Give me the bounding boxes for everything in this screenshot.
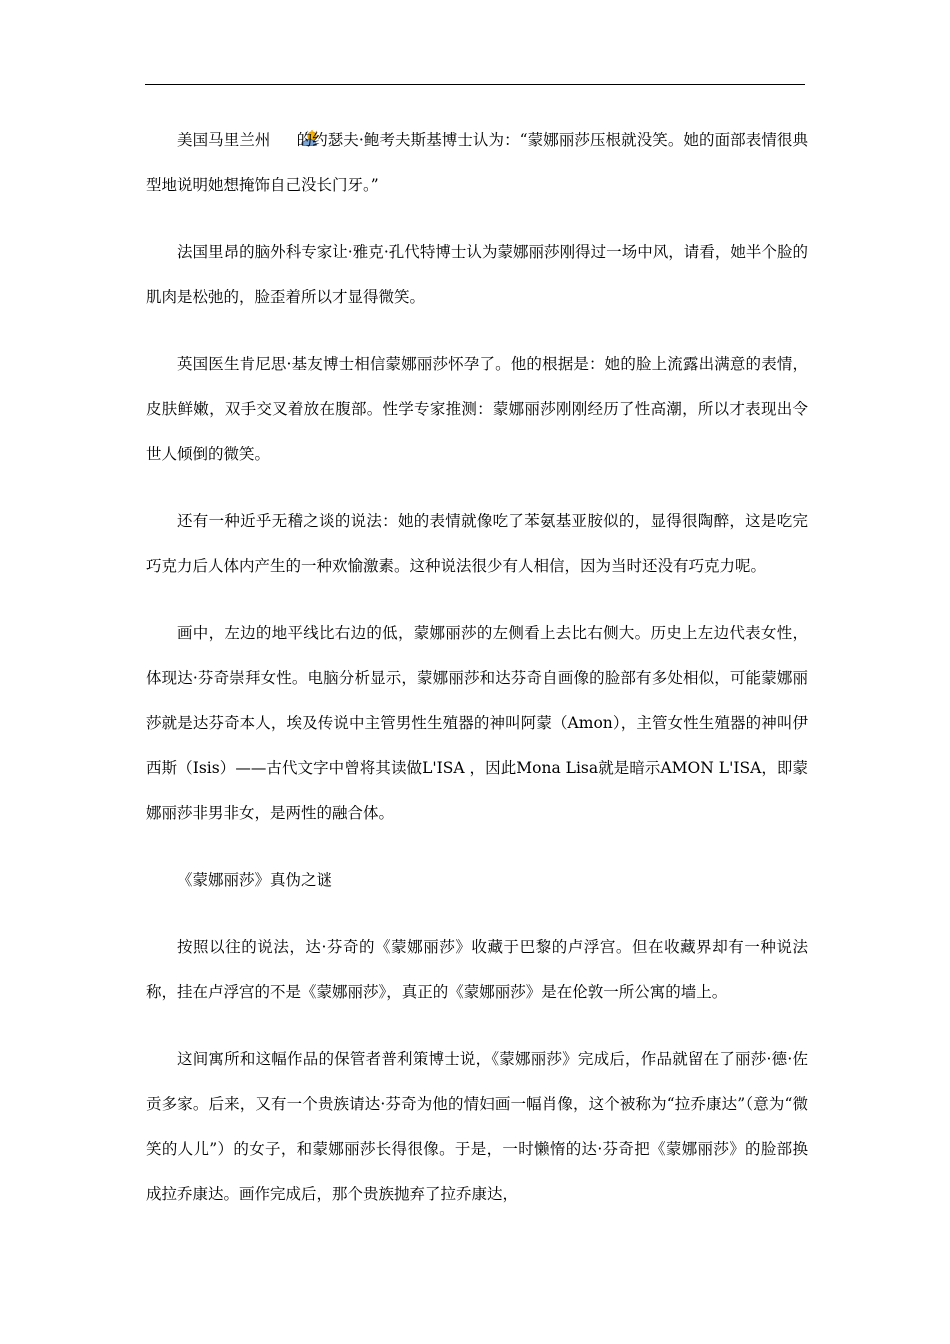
sun-cloud-icon (270, 121, 290, 139)
paragraph-1-rest: 的约瑟夫·鲍考夫斯基博士认为：“蒙娜丽莎压根就没笑。她的面部表情很典型地说明她想掩饰自己没长门牙。” (146, 131, 808, 194)
paragraph-2: 法国里昂的脑外科专家让·雅克·孔代特博士认为蒙娜丽莎刚得过一场中风，请看，她半个脸的肌肉是松弛的，脸歪着所以才显得微笑。 (146, 243, 808, 306)
paragraph-3: 英国医生肯尼思·基友博士相信蒙娜丽莎怀孕了。他的根据是：她的脸上流露出满意的表情，皮肤鲜嫩，双手交叉着放在腹部。性学专家推测：蒙娜丽莎刚刚经历了性高潮，所以才表现出令世人倾倒的微笑。 (146, 355, 808, 463)
paragraph-1-lead: 美国马里兰州 (177, 131, 271, 149)
paragraph-7: 按照以往的说法，达·芬奇的《蒙娜丽莎》收藏于巴黎的卢浮宫。但在收藏界却有一种说法称，挂在卢浮宫的不是《蒙娜丽莎》，真正的《蒙娜丽莎》是在伦敦一所公寓的墙上。 (146, 938, 808, 1001)
paragraph-5: 画中，左边的地平线比右边的低，蒙娜丽莎的左侧看上去比右侧大。历史上左边代表女性，体现达·芬奇崇拜女性。电脑分析显示，蒙娜丽莎和达芬奇自画像的脸部有多处相似，可能蒙娜丽莎就是达芬奇本人，埃及传说中主管男性生殖器的神叫阿蒙（Amon），主管女性生殖器的神叫伊西斯（Isis）——古代文字中曾将其读做L'ISA ，因此Mona Lisa就是暗示AMON L'ISA，即蒙娜丽莎非男非女，是两性的融合体。 (146, 624, 808, 822)
document-body (146, 118, 808, 1239)
paragraph-4: 还有一种近乎无稽之谈的说法：她的表情就像吃了苯氨基亚胺似的，显得很陶醉，这是吃完巧克力后人体内产生的一种欢愉激素。这种说法很少有人相信，因为当时还没有巧克力呢。 (146, 512, 808, 575)
paragraph-1 (146, 118, 808, 208)
header-rule (145, 84, 805, 85)
paragraph-8: 这间寓所和这幅作品的保管者普利策博士说，《蒙娜丽莎》完成后，作品就留在了丽莎·德·佐贡多家。后来，又有一个贵族请达·芬奇为他的情妇画一幅肖像，这个被称为“拉乔康达”（意为“微笑的人儿”）的女子，和蒙娜丽莎长得很像。于是，一时懒惰的达·芬奇把《蒙娜丽莎》的脸部换成拉乔康达。画作完成后，那个贵族抛弃了拉乔康达， (146, 1050, 808, 1203)
section-heading: 《蒙娜丽莎》真伪之谜 (177, 871, 333, 889)
